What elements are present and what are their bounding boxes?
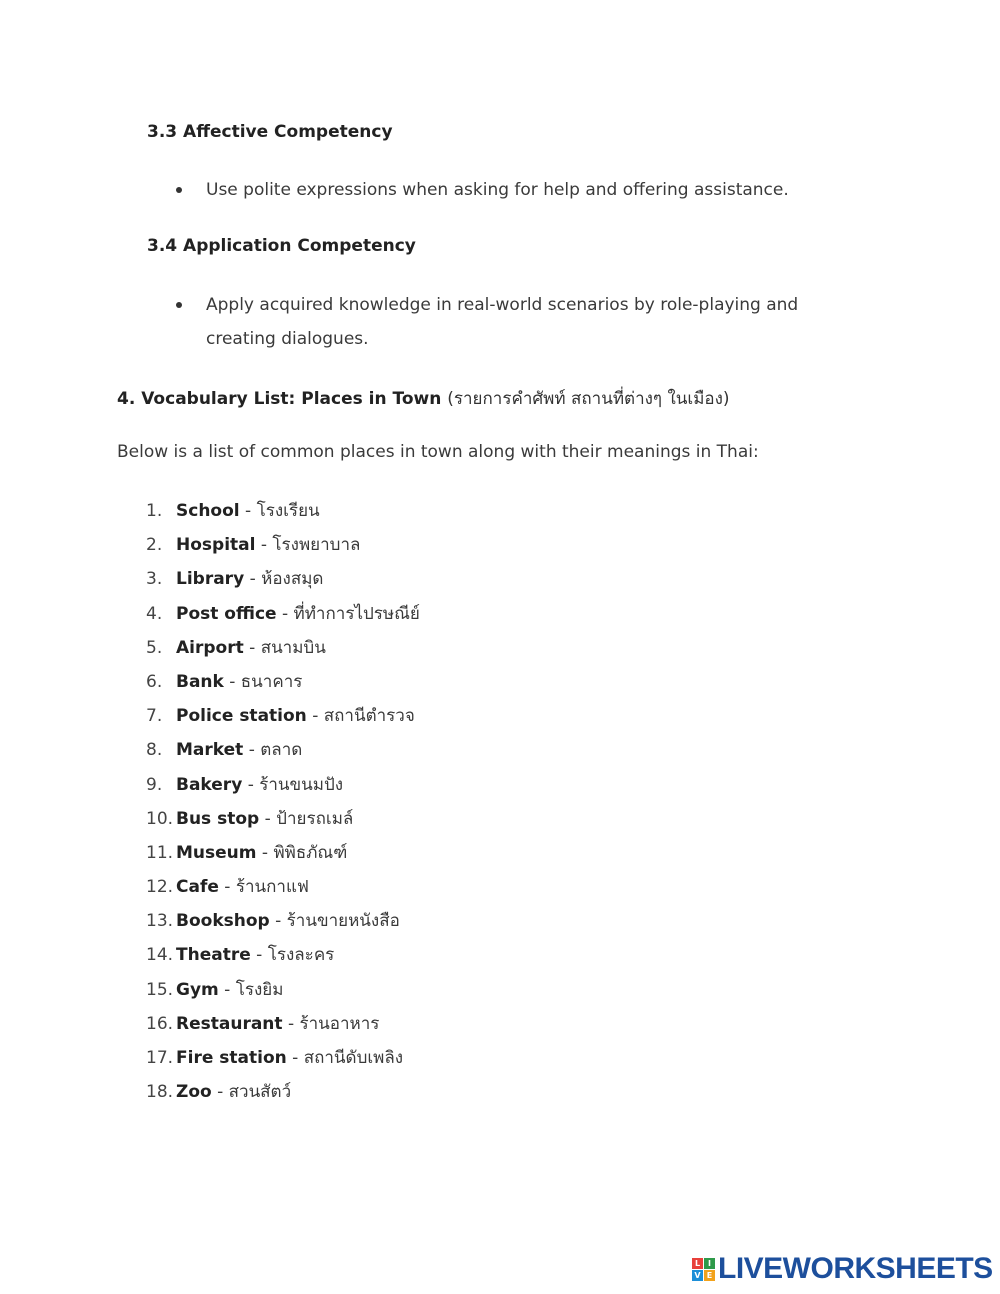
- item-separator: -: [287, 1013, 295, 1034]
- item-term: Fire station: [176, 1048, 287, 1068]
- item-term: Bus stop: [176, 808, 260, 829]
- item-number: 17.: [146, 1048, 174, 1068]
- item-term: Cafe: [176, 877, 219, 898]
- item-separator: -: [217, 1082, 224, 1103]
- item-thai: โรงละคร: [267, 945, 335, 966]
- vocabulary-item: [146, 1043, 420, 1077]
- vocabulary-item: [146, 906, 420, 940]
- item-thai: ธนาคาร: [240, 671, 303, 692]
- vocabulary-item: [146, 838, 420, 872]
- vocabulary-item: [146, 564, 420, 598]
- vocabulary-item: [146, 599, 420, 633]
- item-number: 3.: [146, 569, 163, 590]
- vocabulary-item: [146, 667, 420, 701]
- vocabulary-list: [146, 496, 420, 1111]
- item-separator: -: [312, 706, 319, 727]
- item-number: 12.: [146, 877, 174, 898]
- item-separator: -: [245, 501, 252, 521]
- item-number: 5.: [146, 637, 163, 658]
- item-thai: โรงยิม: [235, 979, 284, 1000]
- item-term: Hospital: [176, 535, 256, 556]
- item-number: 16.: [146, 1013, 174, 1034]
- affective-competency-heading: 3.3 Affective Competency: [147, 122, 393, 142]
- item-number: 6.: [146, 671, 163, 692]
- item-thai: ห้องสมุด: [261, 569, 324, 590]
- item-number: 1.: [146, 501, 163, 521]
- item-separator: -: [224, 877, 231, 898]
- item-separator: -: [248, 740, 255, 761]
- item-term: Airport: [176, 637, 244, 658]
- affective-bullet: [176, 173, 836, 207]
- item-thai: สวนสัตว์: [228, 1082, 292, 1103]
- item-separator: -: [224, 979, 231, 1000]
- logo-wordmark: LIVEWORKSHEETS: [718, 1252, 993, 1285]
- item-term: Gym: [176, 979, 219, 1000]
- vocabulary-item: [146, 975, 420, 1009]
- vocabulary-intro: Below is a list of common places in town along with their meanings in Thai:: [117, 442, 759, 462]
- item-number: 9.: [146, 774, 163, 795]
- item-thai: ตลาด: [260, 740, 303, 761]
- vocabulary-item: [146, 496, 420, 530]
- vocabulary-item: [146, 940, 420, 974]
- application-bullet: [176, 288, 836, 356]
- item-number: 18.: [146, 1082, 174, 1103]
- item-thai: พิพิธภัณฑ์: [273, 842, 348, 863]
- vocabulary-item: [146, 530, 420, 564]
- liveworksheets-logo: [692, 1252, 993, 1286]
- item-thai: ร้านกาแฟ: [235, 877, 309, 898]
- item-thai: ป้ายรถเมล์: [276, 808, 354, 829]
- item-thai: ร้านอาหาร: [299, 1013, 380, 1034]
- item-separator: -: [275, 911, 282, 932]
- vocabulary-item: [146, 804, 420, 838]
- item-separator: -: [261, 842, 269, 863]
- item-term: Market: [176, 740, 244, 761]
- item-thai: สนามบิน: [260, 637, 326, 658]
- item-thai: ร้านขนมปัง: [259, 774, 344, 795]
- item-term: School: [176, 501, 240, 521]
- vocabulary-item: [146, 770, 420, 804]
- item-term: Bakery: [176, 774, 243, 795]
- item-separator: -: [292, 1048, 299, 1068]
- item-thai: สถานีตำรวจ: [323, 706, 415, 727]
- vocabulary-item: [146, 872, 420, 906]
- item-number: 4.: [146, 603, 163, 624]
- item-number: 11.: [146, 842, 174, 863]
- item-term: Restaurant: [176, 1013, 283, 1034]
- liveworksheets-logo-icon: [692, 1258, 715, 1281]
- item-term: Bank: [176, 671, 224, 692]
- item-separator: -: [247, 774, 254, 795]
- application-competency-heading: 3.4 Application Competency: [147, 236, 416, 256]
- logo-mark-letter: L: [692, 1258, 703, 1269]
- application-bullet-text: Apply acquired knowledge in real-world scenarios by role-playing and creating dialogues.: [206, 295, 799, 349]
- item-number: 13.: [146, 911, 174, 932]
- vocabulary-heading: [117, 385, 730, 412]
- item-separator: -: [256, 945, 263, 966]
- item-separator: -: [264, 808, 271, 829]
- item-term: Zoo: [176, 1082, 212, 1103]
- item-number: 15.: [146, 979, 174, 1000]
- vocabulary-item: [146, 735, 420, 769]
- item-term: Police station: [176, 706, 307, 727]
- item-term: Post office: [176, 603, 277, 624]
- item-number: 10.: [146, 808, 174, 829]
- item-thai: ที่ทำการไปรษณีย์: [293, 603, 420, 624]
- vocabulary-item: [146, 1077, 420, 1111]
- vocabulary-heading-thai: (รายการคำศัพท์ สถานที่ต่างๆ ในเมือง): [447, 389, 730, 409]
- item-number: 2.: [146, 535, 163, 556]
- affective-bullet-text: Use polite expressions when asking for help and offering assistance.: [206, 180, 789, 200]
- item-term: Library: [176, 569, 245, 590]
- item-separator: -: [229, 671, 236, 692]
- vocabulary-item: [146, 1009, 420, 1043]
- item-thai: โรงเรียน: [256, 501, 320, 521]
- item-thai: ร้านขายหนังสือ: [286, 911, 400, 932]
- item-number: 14.: [146, 945, 174, 966]
- item-thai: สถานีดับเพลิง: [303, 1048, 404, 1068]
- item-separator: -: [260, 535, 267, 556]
- logo-mark-letter: V: [692, 1270, 703, 1281]
- item-number: 7.: [146, 706, 163, 727]
- vocabulary-item: [146, 633, 420, 667]
- vocabulary-item: [146, 701, 420, 735]
- item-separator: -: [249, 637, 256, 658]
- item-separator: -: [281, 603, 289, 624]
- item-term: Bookshop: [176, 911, 270, 932]
- item-separator: -: [249, 569, 256, 590]
- logo-mark-letter: E: [704, 1270, 715, 1281]
- logo-mark-letter: I: [704, 1258, 715, 1269]
- item-thai: โรงพยาบาล: [272, 535, 361, 556]
- item-term: Museum: [176, 842, 257, 863]
- vocabulary-heading-text: 4. Vocabulary List: Places in Town: [117, 389, 442, 409]
- item-term: Theatre: [176, 945, 251, 966]
- item-number: 8.: [146, 740, 163, 761]
